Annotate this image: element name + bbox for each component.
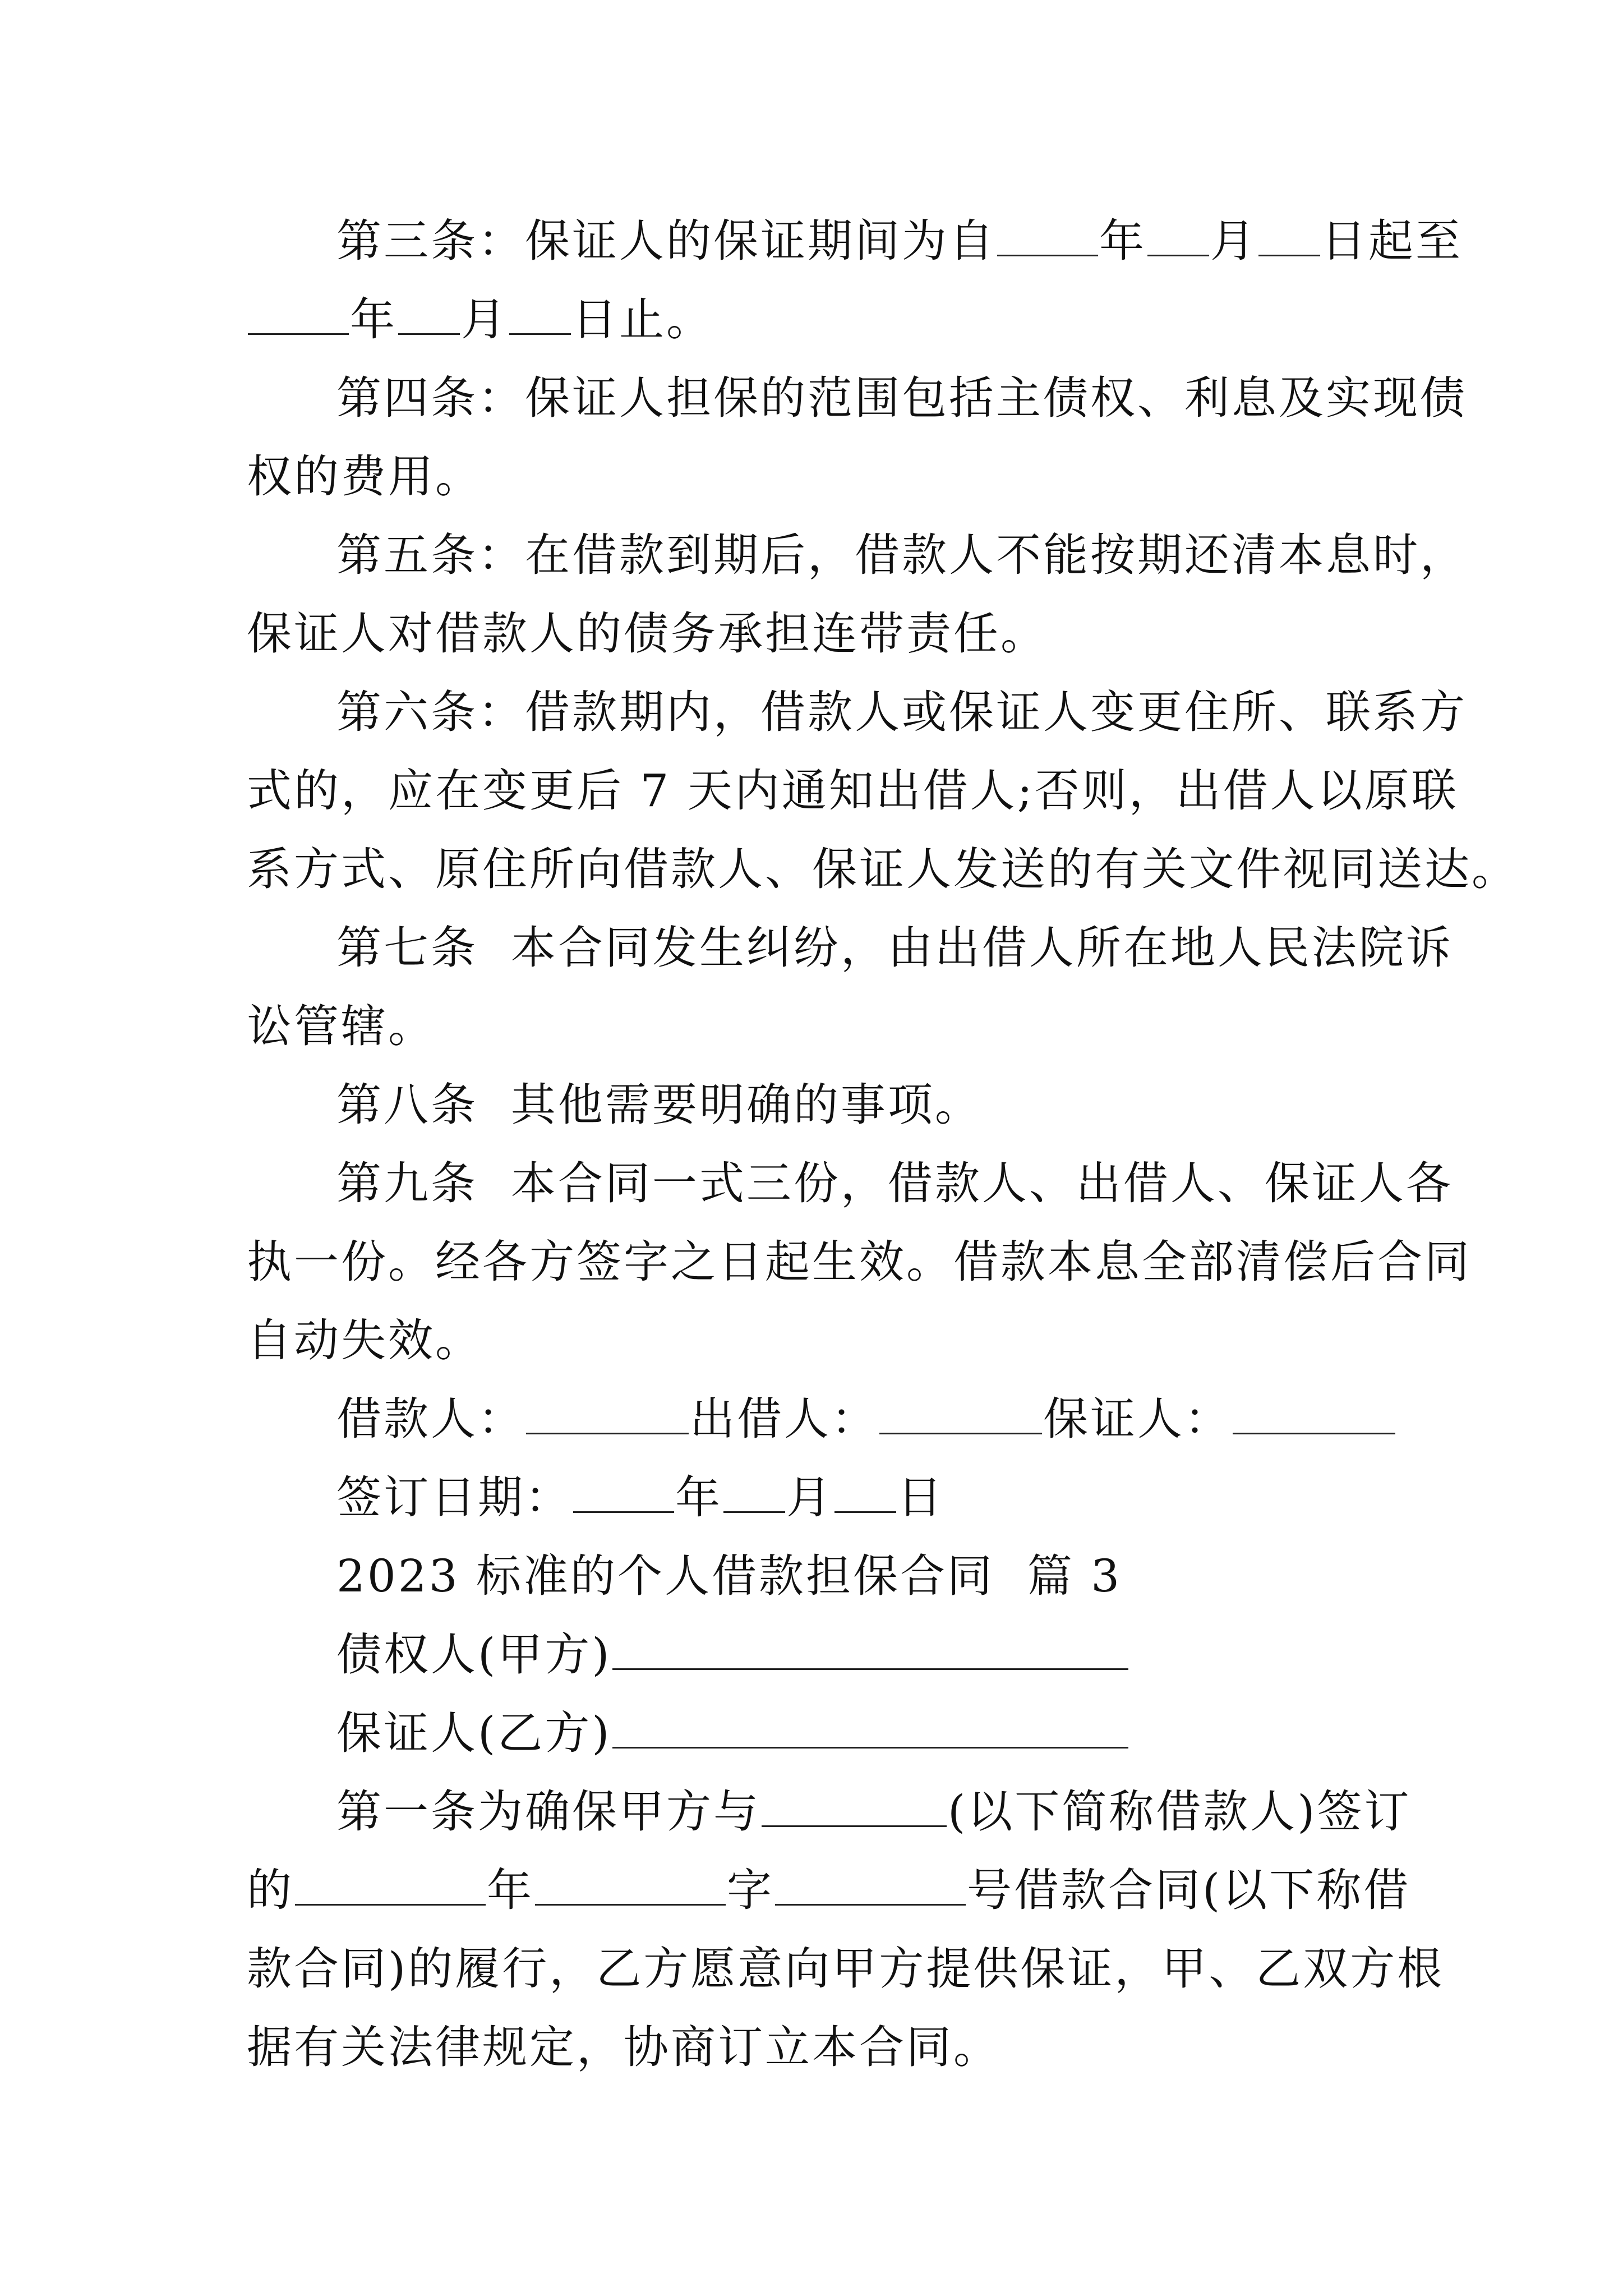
guarantor-label: 保证人： xyxy=(1043,1393,1232,1445)
guarantor-party-line xyxy=(336,1705,1129,1761)
article-9-line-1: 第九条 本合同一式三份，借款人、出借人、保证人各 xyxy=(336,1157,1453,1209)
blank-day xyxy=(1258,217,1320,256)
lender-blank xyxy=(879,1395,1042,1434)
blank-year xyxy=(997,217,1098,256)
clause-1-text: 字 xyxy=(727,1864,774,1916)
article-3-line-2 xyxy=(247,292,713,348)
blank-year xyxy=(573,1473,674,1513)
article-8-line-1: 第八条 其他需要明确的事项。 xyxy=(336,1079,982,1131)
year-label: 年 xyxy=(1099,215,1146,267)
guarantor-party-blank xyxy=(612,1709,1128,1749)
month-label: 月 xyxy=(786,1471,833,1524)
day-label: 日起至 xyxy=(1321,215,1463,267)
section-heading: 2023 标准的个人借款担保合同 篇 3 xyxy=(336,1550,1122,1602)
sign-date-label: 签订日期： xyxy=(336,1471,572,1524)
blank-month xyxy=(1147,217,1209,256)
signature-line xyxy=(336,1391,1396,1447)
article-9-line-3: 自动失效。 xyxy=(247,1314,482,1366)
article-3-text: 第三条：保证人的保证期间为自 xyxy=(336,215,996,267)
sign-date-line xyxy=(336,1470,944,1526)
month-label: 月 xyxy=(461,293,508,346)
article-5-line-1: 第五条：在借款到期后，借款人不能按期还清本息时， xyxy=(336,529,1467,581)
contract-number-blank xyxy=(775,1866,966,1906)
clause-1-line-4: 据有关法律规定，协商订立本合同。 xyxy=(247,2021,1000,2073)
borrower-blank xyxy=(526,1395,689,1434)
clause-1-line-1 xyxy=(336,1784,1411,1840)
creditor-label: 债权人(甲方) xyxy=(336,1628,612,1681)
article-6-line-3: 系方式、原住所向借款人、保证人发送的有关文件视同送达。 xyxy=(247,843,1519,895)
blank-year xyxy=(248,295,349,335)
contract-char-blank xyxy=(535,1866,726,1906)
clause-1-text: (以下简称借款人)签订 xyxy=(948,1786,1412,1838)
creditor-line xyxy=(336,1627,1129,1683)
creditor-blank xyxy=(612,1630,1128,1670)
guarantor-blank xyxy=(1233,1395,1395,1434)
year-label: 年 xyxy=(675,1471,722,1524)
borrower-label: 借款人： xyxy=(336,1393,525,1445)
article-6-line-2: 式的，应在变更后 7 天内通知出借人;否则，出借人以原联 xyxy=(247,765,1459,817)
article-7-line-1: 第七条 本合同发生纠纷，由出借人所在地人民法院诉 xyxy=(336,922,1453,974)
article-5-line-2: 保证人对借款人的债务承担连带责任。 xyxy=(247,608,1048,660)
blank-month xyxy=(398,295,460,335)
article-3-line-1 xyxy=(336,213,1463,269)
blank-day xyxy=(834,1473,896,1513)
article-4-line-2: 权的费用。 xyxy=(247,450,482,503)
blank-day xyxy=(509,295,571,335)
article-9-line-2: 执一份。经各方签字之日起生效。借款本息全部清偿后合同 xyxy=(247,1236,1472,1288)
article-7-line-2: 讼管辖。 xyxy=(247,1000,435,1052)
blank-month xyxy=(723,1473,785,1513)
borrower-name-blank xyxy=(762,1787,947,1827)
article-6-line-1: 第六条：借款期内，借款人或保证人变更住所、联系方 xyxy=(336,686,1467,738)
month-label: 月 xyxy=(1210,215,1257,267)
clause-1-text: 的 xyxy=(247,1864,294,1916)
article-4-line-1: 第四条：保证人担保的范围包括主债权、利息及实现债 xyxy=(336,372,1467,424)
year-label: 年 xyxy=(350,293,397,346)
clause-1-line-3: 款合同)的履行，乙方愿意向甲方提供保证，甲、乙双方根 xyxy=(247,1943,1445,1995)
day-label: 日 xyxy=(897,1471,944,1524)
guarantor-party-label: 保证人(乙方) xyxy=(336,1707,612,1759)
lender-label: 出借人： xyxy=(690,1393,878,1445)
contract-year-blank xyxy=(295,1866,486,1906)
clause-1-text: 年 xyxy=(487,1864,534,1916)
day-end-label: 日止。 xyxy=(572,293,713,346)
clause-1-line-2 xyxy=(247,1862,1410,1918)
clause-1-text: 第一条为确保甲方与 xyxy=(336,1786,760,1838)
clause-1-text: 号借款合同(以下称借 xyxy=(967,1864,1411,1916)
